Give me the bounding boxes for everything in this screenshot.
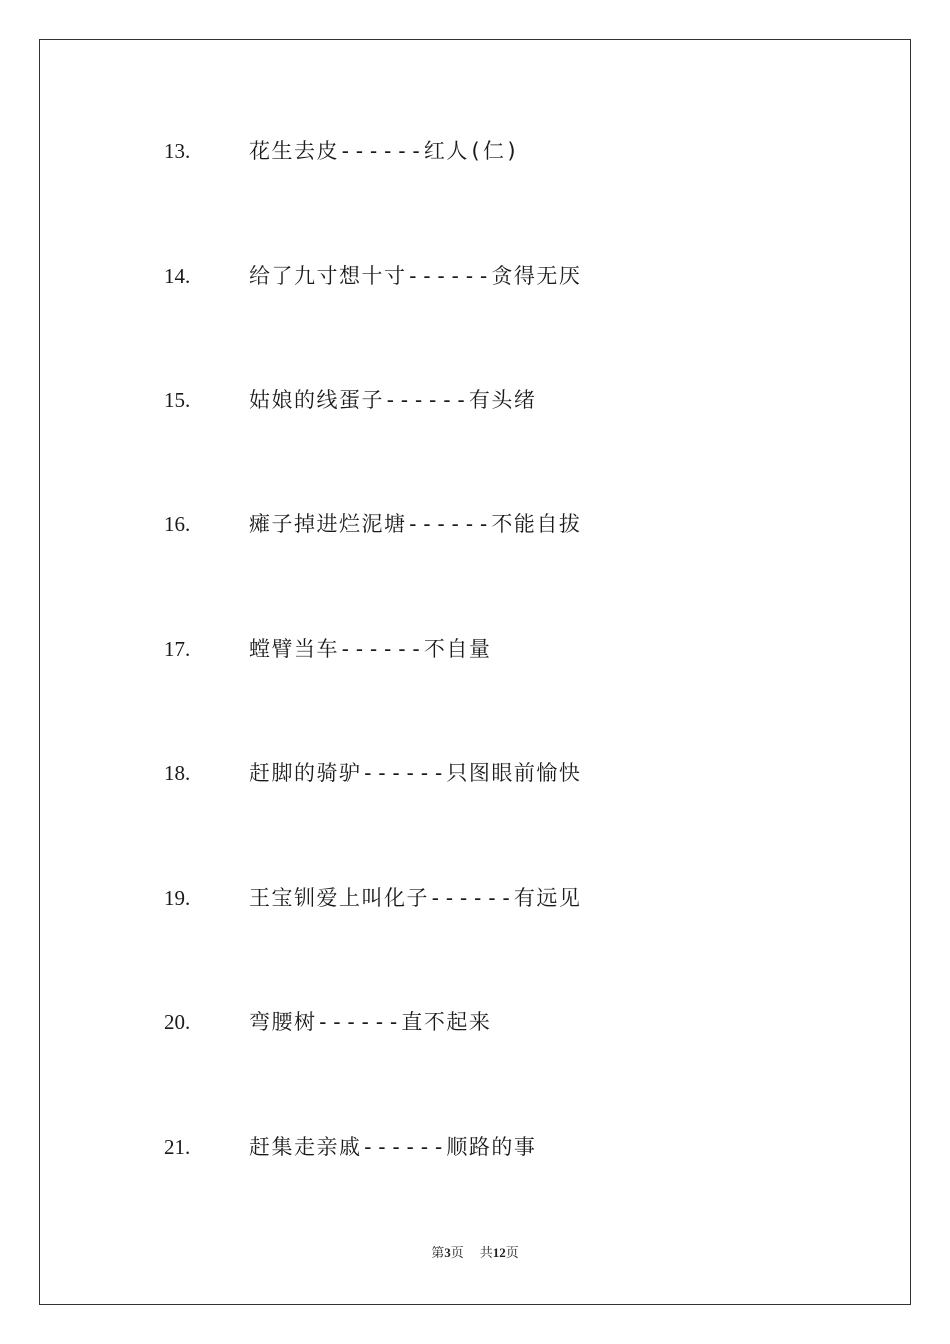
entry-number: 18. bbox=[164, 761, 191, 785]
entry-text: 弯腰树------直不起来 bbox=[249, 1010, 492, 1034]
entry-number: 19. bbox=[164, 886, 191, 910]
entry-number: 15. bbox=[164, 388, 191, 412]
entry-text: 螳臂当车------不自量 bbox=[249, 637, 492, 661]
page-prefix: 第 bbox=[431, 1245, 445, 1260]
total-suffix: 页 bbox=[505, 1245, 519, 1260]
entry-text: 赶脚的骑驴------只图眼前愉快 bbox=[249, 761, 582, 785]
list-item bbox=[40, 134, 910, 168]
entry-text: 王宝钏爱上叫化子------有远见 bbox=[249, 886, 582, 910]
list-item bbox=[40, 507, 910, 541]
entry-number: 16. bbox=[164, 512, 191, 536]
entry-text: 花生去皮------红人(仁) bbox=[249, 139, 520, 163]
list-item bbox=[40, 259, 910, 293]
entry-text: 瘫子掉进烂泥塘------不能自拔 bbox=[249, 512, 582, 536]
list-item bbox=[40, 1005, 910, 1039]
entry-number: 17. bbox=[164, 637, 191, 661]
list-item bbox=[40, 1130, 910, 1164]
list-item bbox=[40, 881, 910, 915]
entry-text: 给了九寸想十寸------贪得无厌 bbox=[249, 264, 582, 288]
entry-number: 13. bbox=[164, 139, 191, 163]
total-pages-number: 12 bbox=[492, 1245, 506, 1260]
list-item bbox=[40, 632, 910, 666]
page-footer bbox=[40, 1244, 910, 1262]
current-page-number: 3 bbox=[444, 1245, 451, 1260]
list-item bbox=[40, 756, 910, 790]
entry-number: 20. bbox=[164, 1010, 191, 1034]
total-prefix: 共 bbox=[479, 1245, 493, 1260]
entry-text: 赶集走亲戚------顺路的事 bbox=[249, 1135, 537, 1159]
entry-text: 姑娘的线蛋子------有头绪 bbox=[249, 388, 537, 412]
entry-number: 14. bbox=[164, 264, 191, 288]
entry-number: 21. bbox=[164, 1135, 191, 1159]
page-suffix: 页 bbox=[450, 1245, 464, 1260]
list-item bbox=[40, 383, 910, 417]
page-frame bbox=[39, 39, 911, 1305]
